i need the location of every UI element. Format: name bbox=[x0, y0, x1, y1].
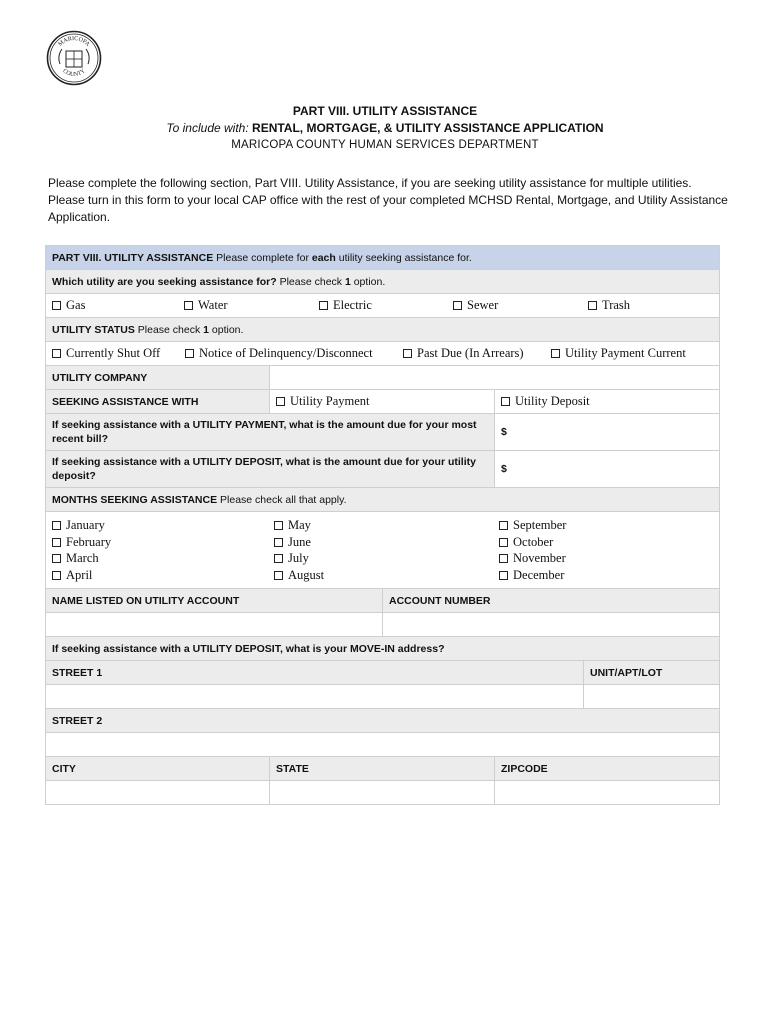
checkbox[interactable] bbox=[52, 349, 61, 358]
street1-label: STREET 1 bbox=[46, 661, 584, 685]
months-column-2 bbox=[274, 517, 499, 583]
status-option-delinquency[interactable]: Notice of Delinquency/Disconnect bbox=[185, 346, 403, 361]
status-option-past-due[interactable]: Past Due (In Arrears) bbox=[403, 346, 551, 361]
month-march[interactable]: March bbox=[52, 550, 274, 567]
utility-option-water[interactable]: Water bbox=[184, 298, 319, 313]
checkbox[interactable] bbox=[588, 301, 597, 310]
city-label: CITY bbox=[46, 757, 270, 781]
month-june[interactable]: June bbox=[274, 534, 499, 551]
checkbox[interactable] bbox=[501, 397, 510, 406]
state-label: STATE bbox=[270, 757, 495, 781]
months-column-3 bbox=[499, 517, 566, 583]
month-may[interactable]: May bbox=[274, 517, 499, 534]
month-august[interactable]: August bbox=[274, 567, 499, 584]
month-september[interactable]: September bbox=[499, 517, 566, 534]
seeking-option-payment[interactable]: Utility Payment bbox=[270, 390, 495, 414]
state-field[interactable] bbox=[270, 781, 495, 805]
zipcode-field[interactable] bbox=[495, 781, 720, 805]
payment-amount-field[interactable]: $ bbox=[495, 414, 720, 451]
status-option-current[interactable]: Utility Payment Current bbox=[551, 346, 686, 361]
street2-field[interactable] bbox=[46, 733, 720, 757]
seeking-with-label: SEEKING ASSISTANCE WITH bbox=[46, 390, 270, 414]
page-subtitle bbox=[0, 121, 770, 135]
month-october[interactable]: October bbox=[499, 534, 566, 551]
checkbox[interactable] bbox=[403, 349, 412, 358]
checkbox[interactable] bbox=[184, 301, 193, 310]
checkbox[interactable] bbox=[276, 397, 285, 406]
utility-status-options bbox=[46, 342, 720, 366]
checkbox[interactable] bbox=[52, 301, 61, 310]
account-name-field[interactable] bbox=[46, 613, 383, 637]
month-april[interactable]: April bbox=[52, 567, 274, 584]
move-in-question: If seeking assistance with a UTILITY DEPOSIT, what is your MOVE-IN address? bbox=[46, 637, 720, 661]
city-field[interactable] bbox=[46, 781, 270, 805]
utility-options bbox=[46, 294, 720, 318]
street2-label: STREET 2 bbox=[46, 709, 720, 733]
month-november[interactable]: November bbox=[499, 550, 566, 567]
subtitle-application: RENTAL, MORTGAGE, & UTILITY ASSISTANCE APPLICATION bbox=[252, 121, 604, 135]
deposit-amount-question: If seeking assistance with a UTILITY DEPOSIT, what is the amount due for your utility deposit? bbox=[46, 451, 495, 488]
seal-bottom-text: COUNTY bbox=[61, 68, 87, 79]
seal-top-text: MARICOPA bbox=[57, 35, 91, 48]
county-seal bbox=[46, 30, 102, 86]
checkbox[interactable] bbox=[453, 301, 462, 310]
utility-option-gas[interactable]: Gas bbox=[52, 298, 184, 313]
months-options bbox=[46, 512, 720, 589]
checkbox[interactable] bbox=[185, 349, 194, 358]
utility-company-field[interactable] bbox=[270, 366, 720, 390]
checkbox[interactable] bbox=[551, 349, 560, 358]
utility-option-electric[interactable]: Electric bbox=[319, 298, 453, 313]
months-label: MONTHS SEEKING ASSISTANCE Please check all that apply. bbox=[46, 488, 720, 512]
seeking-option-deposit[interactable]: Utility Deposit bbox=[495, 390, 720, 414]
street1-field[interactable] bbox=[46, 685, 584, 709]
months-column-1 bbox=[52, 517, 274, 583]
utility-assistance-form bbox=[45, 245, 720, 805]
month-july[interactable]: July bbox=[274, 550, 499, 567]
month-december[interactable]: December bbox=[499, 567, 566, 584]
zipcode-label: ZIPCODE bbox=[495, 757, 720, 781]
status-option-shut-off[interactable]: Currently Shut Off bbox=[52, 346, 185, 361]
department-name: MARICOPA COUNTY HUMAN SERVICES DEPARTMENT bbox=[231, 139, 539, 151]
unit-label: UNIT/APT/LOT bbox=[584, 661, 720, 685]
section-title-row: PART VIII. UTILITY ASSISTANCE Please complete for each utility seeking assistance for. bbox=[46, 246, 720, 270]
utility-option-sewer[interactable]: Sewer bbox=[453, 298, 588, 313]
payment-amount-question: If seeking assistance with a UTILITY PAYMENT, what is the amount due for your most recent bill? bbox=[46, 414, 495, 451]
utility-company-label: UTILITY COMPANY bbox=[46, 366, 270, 390]
account-name-label: NAME LISTED ON UTILITY ACCOUNT bbox=[46, 589, 383, 613]
utility-question: Which utility are you seeking assistance for? Please check 1 option. bbox=[46, 270, 720, 294]
intro-text: Please complete the following section, Part VIII. Utility Assistance, if you are seeking utility assistance for multiple utilities. Please turn in this form to your local CAP office with the rest of your completed MCHSD Rental, Mortgage, and Utility Assistance Application. bbox=[48, 176, 728, 224]
month-february[interactable]: February bbox=[52, 534, 274, 551]
utility-status-label: UTILITY STATUS Please check 1 option. bbox=[46, 318, 720, 342]
page-title: PART VIII. UTILITY ASSISTANCE bbox=[292, 104, 478, 118]
deposit-amount-field[interactable]: $ bbox=[495, 451, 720, 488]
account-number-label: ACCOUNT NUMBER bbox=[383, 589, 720, 613]
checkbox[interactable] bbox=[319, 301, 328, 310]
month-january[interactable]: January bbox=[52, 517, 274, 534]
account-number-field[interactable] bbox=[383, 613, 720, 637]
unit-field[interactable] bbox=[584, 685, 720, 709]
subtitle-prefix: To include with: bbox=[166, 121, 249, 135]
utility-option-trash[interactable]: Trash bbox=[588, 298, 630, 313]
